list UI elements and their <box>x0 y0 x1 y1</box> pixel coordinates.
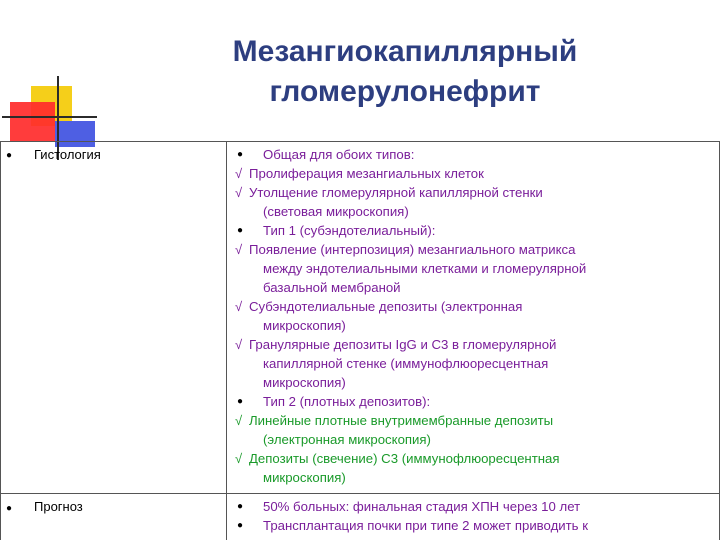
table-row-divider <box>0 493 720 494</box>
content-line <box>235 392 695 411</box>
content-line <box>235 316 695 335</box>
row-bullet-icon: ● <box>6 503 13 514</box>
bullet-icon: ● <box>237 149 244 160</box>
content-line-text: микроскопия) <box>263 318 346 333</box>
checkmark-icon: √ <box>235 166 243 181</box>
content-line-text: Депозиты (свечение) С3 (иммунофлюоресцентная <box>249 451 560 466</box>
content-line <box>235 240 695 259</box>
checkmark-icon: √ <box>235 337 243 352</box>
content-line <box>235 468 695 487</box>
content-line-text: 50% больных: финальная стадия ХПН через 10 лет <box>263 499 581 514</box>
content-line <box>235 516 715 535</box>
content-line-text: (электронная микроскопия) <box>263 432 431 447</box>
content-line <box>235 259 695 278</box>
checkmark-icon: √ <box>235 185 243 200</box>
checkmark-icon: √ <box>235 413 243 428</box>
content-line-text: базальной мембраной <box>263 280 401 295</box>
content-line-text: микроскопия) <box>263 375 346 390</box>
content-line <box>235 430 695 449</box>
content-line <box>235 221 695 240</box>
content-table <box>0 141 720 540</box>
content-line <box>235 297 695 316</box>
slide-title-line2: гломерулонефрит <box>269 75 541 108</box>
table-column-divider <box>226 141 227 540</box>
content-line <box>235 278 695 297</box>
decor-red-square <box>10 102 55 142</box>
decor-horizontal-line <box>2 116 97 118</box>
content-line-text: Тип 1 (субэндотелиальный): <box>263 223 436 238</box>
content-line-text: Трансплантация почки при типе 2 может приводить к <box>263 518 588 533</box>
checkmark-icon: √ <box>235 299 243 314</box>
bullet-icon: ● <box>237 520 244 531</box>
slide-title-line1: Мезангиокапиллярный <box>232 35 578 68</box>
checkmark-icon: √ <box>235 451 243 466</box>
table-border-top <box>0 141 720 142</box>
content-line-text: Субэндотелиальные депозиты (электронная <box>249 299 523 314</box>
content-line-text: (световая микроскопия) <box>263 204 409 219</box>
table-border-left <box>0 141 1 540</box>
content-line-text: Пролиферация мезангиальных клеток <box>249 166 484 181</box>
content-line <box>235 164 695 183</box>
content-line-text: между эндотелиальными клетками и гломерулярной <box>263 261 587 276</box>
content-line <box>235 145 695 164</box>
content-line <box>235 335 695 354</box>
content-line-text: микроскопия) <box>263 470 346 485</box>
content-line-text: Линейные плотные внутримембранные депозиты <box>249 413 554 428</box>
content-line-text: капиллярной стенке (иммунофлюоресцентная <box>263 356 549 371</box>
content-line-text: Гранулярные депозиты IgG и С3 в гломерулярной <box>249 337 557 352</box>
checkmark-icon: √ <box>235 242 243 257</box>
content-line <box>235 183 695 202</box>
content-line-text: Появление (интерпозиция) мезангиального матрикса <box>249 242 576 257</box>
content-line <box>235 354 695 373</box>
bullet-icon: ● <box>237 225 244 236</box>
content-line-text: Тип 2 (плотных депозитов): <box>263 394 431 409</box>
bullet-icon: ● <box>237 396 244 407</box>
histology-content <box>235 145 695 487</box>
slide-title <box>170 32 640 112</box>
content-line <box>235 373 695 392</box>
row-label-prognosis: Прогноз <box>34 499 83 514</box>
row-bullet-icon: ● <box>6 150 13 161</box>
bullet-icon: ● <box>237 501 244 512</box>
content-line <box>235 202 695 221</box>
content-line <box>235 411 695 430</box>
content-line <box>235 497 715 516</box>
content-line-text: Общая для обоих типов: <box>263 147 415 162</box>
prognosis-content <box>235 497 715 535</box>
content-line-text: Утолщение гломерулярной капиллярной стенки <box>249 185 543 200</box>
content-line <box>235 449 695 468</box>
row-label-histology: Гистология <box>34 147 101 162</box>
